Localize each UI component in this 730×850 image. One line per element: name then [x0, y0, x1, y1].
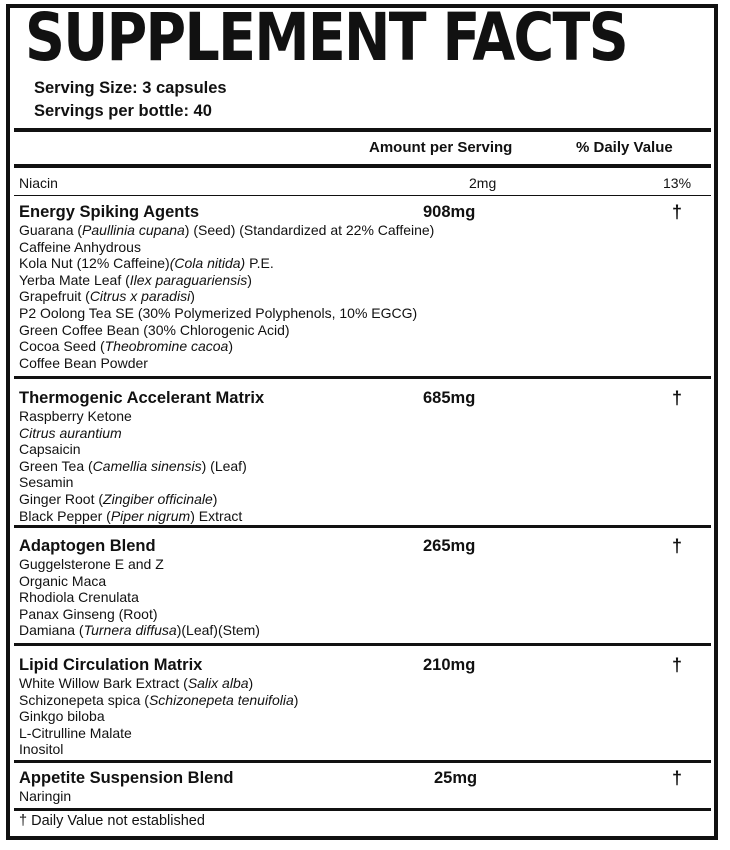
- ingredient-line: [19, 305, 417, 322]
- amount-per-serving-header: Amount per Serving: [369, 139, 513, 156]
- ingredient-line: [19, 408, 132, 425]
- ingredient-text: White Willow Bark Extract (: [19, 675, 188, 691]
- divider: [14, 525, 711, 528]
- ingredient-text: ): [293, 691, 299, 708]
- daily-value-header: % Daily Value: [576, 139, 673, 156]
- ingredient-text: Yerba Mate Leaf (: [19, 271, 130, 288]
- servings-per-bottle: Servings per bottle: 40: [34, 102, 212, 120]
- ingredient-botanical-name: Piper nigrum: [110, 507, 191, 524]
- ingredient-text: Cocoa Seed (: [19, 338, 105, 355]
- ingredient-line: [19, 556, 164, 573]
- ingredient-line: [19, 338, 233, 355]
- blend-amount: 265mg: [423, 537, 476, 555]
- ingredient-line: [19, 692, 298, 709]
- nutrient-daily-value: 13%: [663, 175, 692, 191]
- nutrient-name: Niacin: [19, 175, 58, 191]
- ingredient-line: [19, 675, 253, 692]
- blend-amount: 25mg: [434, 769, 478, 787]
- ingredient-text: Panax Ginseng (Root): [19, 605, 158, 622]
- divider: [14, 164, 711, 168]
- ingredient-line: [19, 589, 139, 606]
- ingredient-text: Rhodiola Crenulata: [19, 589, 139, 606]
- ingredient-text: ): [247, 271, 252, 288]
- ingredient-line: [19, 491, 217, 508]
- divider: [14, 808, 711, 811]
- daily-value-footnote: † Daily Value not established: [19, 813, 205, 829]
- ingredient-text: Ginger Root (: [19, 491, 104, 507]
- blend-amount: 908mg: [423, 203, 476, 221]
- ingredient-botanical-name: Theobromine cacoa: [104, 338, 229, 355]
- blend-amount: 685mg: [423, 389, 476, 407]
- ingredient-text: Organic Maca: [19, 572, 107, 589]
- ingredient-text: Damiana (: [19, 622, 84, 639]
- daily-value-dagger: †: [672, 655, 683, 675]
- ingredient-line: [19, 725, 132, 742]
- ingredient-line: [19, 322, 290, 339]
- ingredient-botanical-name: Paullinia cupana: [82, 222, 185, 238]
- ingredient-text: Naringin: [19, 788, 72, 804]
- ingredient-botanical-name: (Cola nitida): [169, 255, 246, 272]
- ingredient-text: Ginkgo biloba: [19, 708, 105, 725]
- ingredient-line: [19, 508, 242, 525]
- ingredient-text: Black Pepper (: [19, 507, 111, 524]
- daily-value-dagger: †: [672, 388, 683, 408]
- ingredient-line: [19, 288, 195, 305]
- ingredient-text: Guggelsterone E and Z: [19, 556, 164, 572]
- blend-name: Lipid Circulation Matrix: [19, 656, 203, 674]
- ingredient-text: ): [228, 338, 234, 355]
- ingredient-text: Grapefruit (: [19, 288, 90, 305]
- ingredient-text: Capsaicin: [19, 441, 81, 458]
- ingredient-text: ): [212, 491, 218, 507]
- ingredient-line: [19, 788, 71, 805]
- ingredient-line: [19, 425, 122, 442]
- ingredient-line: [19, 573, 106, 590]
- ingredient-text: Raspberry Ketone: [19, 408, 132, 424]
- ingredient-text: Green Tea (: [19, 457, 93, 474]
- divider: [14, 760, 711, 763]
- ingredient-line: [19, 741, 63, 758]
- ingredient-text: Guarana (: [19, 222, 83, 238]
- ingredient-text: ) Extract: [190, 507, 243, 524]
- divider: [14, 376, 711, 379]
- blend-name: Appetite Suspension Blend: [19, 769, 234, 787]
- ingredient-line: [19, 458, 247, 475]
- ingredient-text: ): [190, 288, 195, 305]
- ingredient-botanical-name: Citrus aurantium: [19, 424, 122, 441]
- blend-amount: 210mg: [423, 656, 476, 674]
- ingredient-botanical-name: Salix alba: [187, 675, 249, 691]
- ingredient-text: P.E.: [245, 255, 274, 272]
- ingredient-text: Coffee Bean Powder: [19, 354, 148, 371]
- ingredient-line: [19, 239, 141, 256]
- ingredient-botanical-name: Schizonepeta tenuifolia: [148, 691, 294, 708]
- ingredient-text: P2 Oolong Tea SE (30% Polymerized Polyphenols, 10% EGCG): [19, 305, 418, 321]
- nutrient-amount: 2mg: [469, 175, 497, 191]
- ingredient-line: [19, 622, 260, 639]
- ingredient-botanical-name: Citrus x paradisi: [89, 288, 191, 305]
- ingredient-text: )(Leaf)(Stem): [176, 622, 260, 639]
- ingredient-line: [19, 355, 148, 372]
- ingredient-line: [19, 441, 80, 458]
- ingredient-line: [19, 474, 73, 491]
- ingredient-botanical-name: Camellia sinensis: [92, 457, 202, 474]
- ingredient-line: [19, 255, 274, 272]
- ingredient-text: ) (Leaf): [201, 457, 247, 474]
- ingredient-botanical-name: Zingiber officinale: [103, 491, 213, 507]
- ingredient-botanical-name: Ilex paraguariensis: [129, 271, 248, 288]
- blend-name: Thermogenic Accelerant Matrix: [19, 389, 265, 407]
- ingredient-line: [19, 606, 158, 623]
- ingredient-line: [19, 708, 105, 725]
- ingredient-text: Green Coffee Bean (30% Chlorogenic Acid): [19, 321, 290, 338]
- blend-name: Adaptogen Blend: [19, 537, 156, 555]
- ingredient-text: Caffeine Anhydrous: [19, 238, 141, 255]
- ingredient-text: ) (Seed) (Standardized at 22% Caffeine): [184, 222, 435, 238]
- daily-value-dagger: †: [672, 202, 683, 222]
- panel-title: SUPPLEMENT FACTS: [25, 0, 627, 76]
- ingredient-botanical-name: Turnera diffusa: [83, 622, 177, 639]
- ingredient-line: [19, 272, 252, 289]
- serving-size: Serving Size: 3 capsules: [34, 79, 227, 97]
- divider: [14, 128, 711, 132]
- ingredient-text: ): [248, 675, 254, 691]
- daily-value-dagger: †: [672, 768, 683, 788]
- divider: [14, 195, 711, 196]
- ingredient-text: Inositol: [19, 741, 64, 758]
- blend-name: Energy Spiking Agents: [19, 203, 200, 221]
- daily-value-dagger: †: [672, 536, 683, 556]
- ingredient-text: Schizonepeta spica (: [19, 691, 149, 708]
- ingredient-text: Kola Nut (12% Caffeine): [19, 255, 170, 272]
- ingredient-text: Sesamin: [19, 474, 74, 491]
- divider: [14, 643, 711, 646]
- ingredient-text: L-Citrulline Malate: [19, 724, 132, 741]
- ingredient-line: [19, 222, 434, 239]
